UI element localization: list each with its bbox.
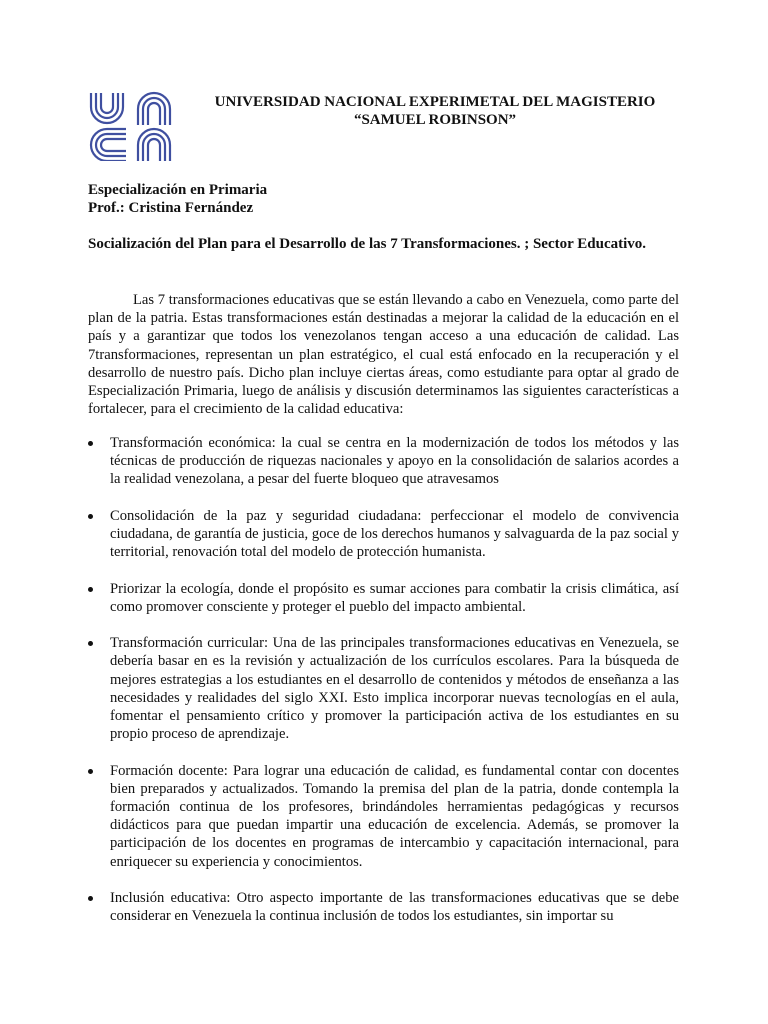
bullet-icon (88, 896, 93, 901)
list-item (88, 434, 679, 489)
professor-name: Prof.: Cristina Fernández (88, 200, 254, 216)
bullet-icon (88, 514, 93, 519)
intro-paragraph: Las 7 transformaciones educativas que se están llevando a cabo en Venezuela, como parte del plan de la patria. Estas transformaciones están destinadas a mejorar la calidad de la educación en el país y a garantizar que todos los venezolanos tengan acceso a una educación de calidad. Las 7transformaciones, representan un plan estratégico, el cual está enfocado en la recuperación y el desarrollo de nuestro país. Dicho plan incluye ciertas áreas, como estudiante para optar al grado de Especialización Primaria, luego de análisis y discusión determinamos las siguientes características a fortalecer, para el crecimiento de la calidad educativa: (88, 292, 679, 418)
list-item-text: Priorizar la ecología, donde el propósito es sumar acciones para combatir la crisis climática, así como promover consciente y proteger el pueblo del impacto ambiental. (110, 580, 679, 615)
university-heading (180, 93, 690, 129)
list-item-text: Transformación curricular: Una de las principales transformaciones educativas en Venezuela, se debería basar en es la revisión y actualización de los currículos escolares. Para la búsqueda de mejores estrategias a los estudiantes en el desarrollo de contenidos y métodos de enseñanza a las necesidades y realidades del siglo XXI. Esto implica incorporar nuevas tecnologías en el aula, fomentar el pensamiento crítico y promover la participación activa de los estudiantes en su propio proceso de aprendizaje. (110, 635, 679, 743)
bullet-icon (88, 769, 93, 774)
list-item (88, 634, 679, 743)
list-item (88, 580, 679, 616)
university-subtitle: “SAMUEL ROBINSON” (353, 112, 517, 128)
program-name: Especialización en Primaria (88, 182, 268, 198)
university-title: UNIVERSIDAD NACIONAL EXPERIMETAL DEL MAGISTERIO (214, 94, 656, 110)
list-item (88, 762, 679, 871)
bullet-list (88, 434, 679, 944)
university-logo-icon (88, 91, 180, 161)
bullet-icon (88, 441, 93, 446)
list-item-text: Transformación económica: la cual se centra en la modernización de todos los métodos y las técnicas de producción de riquezas nacionales y apoyo en la consolidación de salarios acordes a la realidad venezolana, a pesar del fuerte bloqueo que atravesamos (110, 435, 679, 488)
document-subject: Socialización del Plan para el Desarrollo de las 7 Transformaciones. ; Sector Educativo. (88, 236, 647, 252)
list-item-text: Consolidación de la paz y seguridad ciudadana: perfeccionar el modelo de convivencia ciudadana, de garantía de justicia, goce de los derechos humanos y salvaguarda de la paz social y territorial, renovación total del modelo de protección humanista. (110, 507, 679, 561)
list-item (88, 507, 679, 562)
list-item-text: Formación docente: Para lograr una educación de calidad, es fundamental contar con docentes bien preparados y actualizados. Tomando la premisa del plan de la patria, donde contempla la formación continua de los profesores, brindándoles herramientas pedagógicas y recursos didácticos para que puedan impartir una educación de excelencia. Además, se promover la participación de los docentes en programas de intercambio y capacitación internacional, para enriquecer su experiencia y conocimientos. (110, 762, 679, 870)
bullet-icon (88, 641, 93, 646)
list-item-text: Inclusión educativa: Otro aspecto importante de las transformaciones educativas que se debe considerar en Venezuela la continua inclusión de todos los estudiantes, sin importar su (110, 890, 679, 925)
list-item (88, 889, 679, 925)
bullet-icon (88, 587, 93, 592)
